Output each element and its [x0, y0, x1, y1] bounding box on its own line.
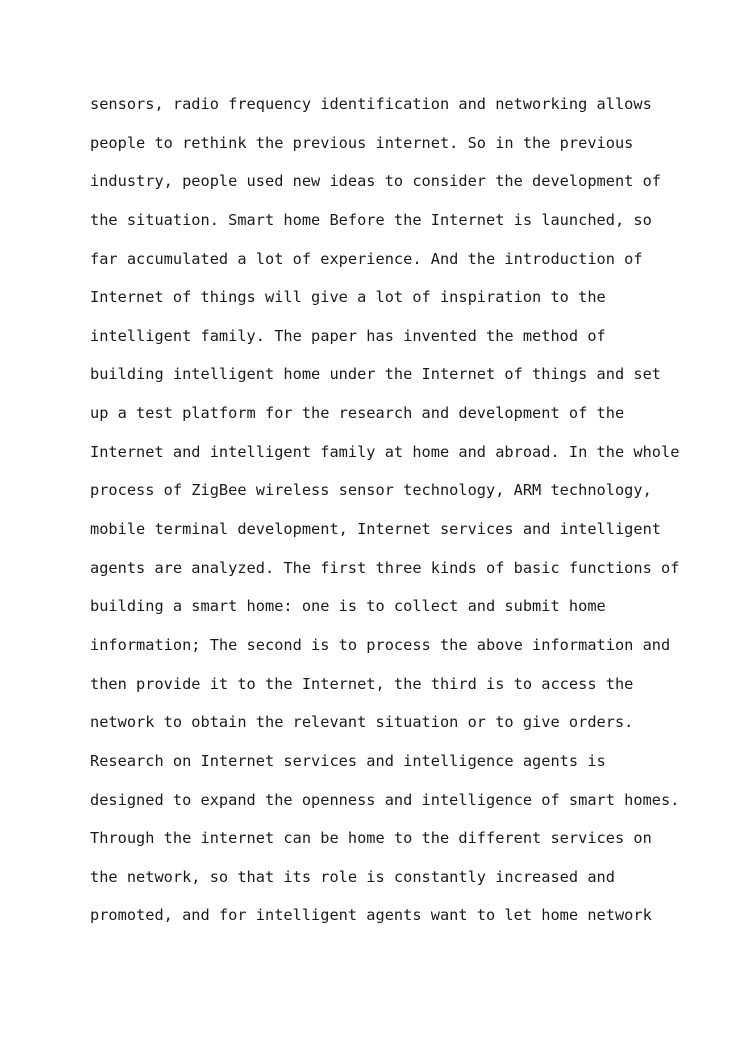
body-paragraph: [90, 92, 690, 942]
text-line: up a test platform for the research and development of the: [90, 404, 625, 423]
text-line: designed to expand the openness and intelligence of smart homes.: [90, 790, 680, 809]
text-line: information; The second is to process the above information and: [90, 635, 671, 654]
text-line: agents are analyzed. The first three kinds of basic functions of: [90, 558, 680, 577]
text-line: mobile terminal development, Internet services and intelligent: [90, 520, 661, 539]
text-line: building intelligent home under the Internet of things and set: [90, 365, 661, 384]
text-line: Internet of things will give a lot of inspiration to the: [90, 288, 606, 307]
text-line: promoted, and for intelligent agents want to let home network: [90, 906, 652, 925]
text-line: the network, so that its role is constantly increased and: [90, 867, 615, 886]
text-line: Research on Internet services and intelligence agents is: [90, 751, 606, 770]
text-line: far accumulated a lot of experience. And the introduction of: [90, 249, 643, 268]
text-line: Through the internet can be home to the different services on: [90, 829, 652, 848]
text-line: building a smart home: one is to collect and submit home: [90, 597, 606, 616]
text-line: network to obtain the relevant situation or to give orders.: [90, 713, 634, 732]
text-line: intelligent family. The paper has invented the method of: [90, 326, 606, 345]
text-line: the situation. Smart home Before the Internet is launched, so: [90, 210, 652, 229]
text-line: then provide it to the Internet, the third is to access the: [90, 674, 634, 693]
text-line: industry, people used new ideas to consider the development of: [90, 172, 661, 191]
text-line: Internet and intelligent family at home and abroad. In the whole: [90, 442, 680, 461]
text-line: people to rethink the previous internet. So in the previous: [90, 133, 634, 152]
text-line: process of ZigBee wireless sensor technology, ARM technology,: [90, 481, 652, 500]
text-line: sensors, radio frequency identification and networking allows: [90, 95, 652, 113]
